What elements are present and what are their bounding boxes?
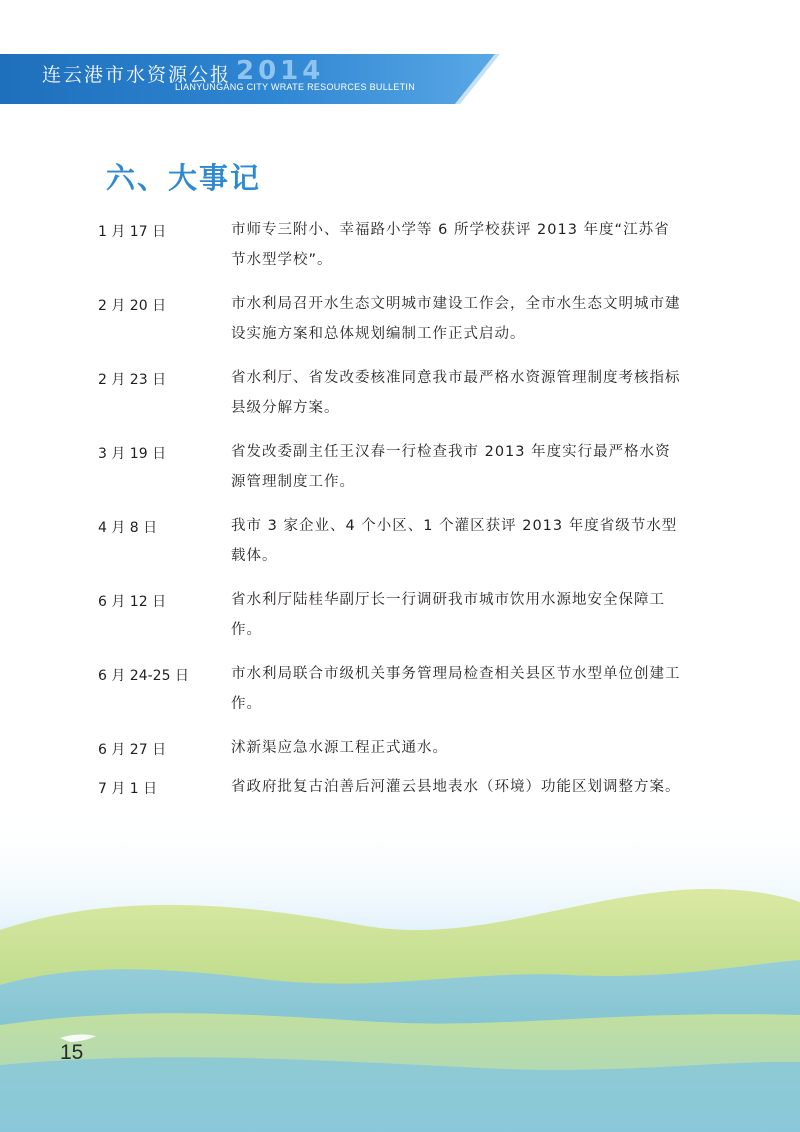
event-description: 省水利厅陆桂华副厅长一行调研我市城市饮用水源地安全保障工作。 [231, 592, 665, 638]
event-description: 省政府批复古泊善后河灌云县地表水（环境）功能区划调整方案。 [231, 779, 681, 795]
event-description: 市师专三附小、幸福路小学等 6 所学校获评 2013 年度“江苏省节水型学校”。 [231, 222, 670, 268]
event-item [0, 434, 800, 508]
event-date: 6 月 12 日 [98, 594, 167, 610]
events-list [0, 212, 800, 808]
event-item [0, 582, 800, 656]
section-heading: 六、大事记 [106, 161, 262, 195]
event-description: 市水利局联合市级机关事务管理局检查相关县区节水型单位创建工作。 [231, 666, 681, 712]
page-number: 15 [60, 1041, 84, 1064]
event-item [0, 508, 800, 582]
event-description: 沭新渠应急水源工程正式通水。 [231, 740, 448, 756]
bulletin-subtitle: LIANYUNGANG CITY WRATE RESOURCES BULLETIN [175, 82, 416, 92]
landscape-illustration [0, 810, 800, 1132]
event-date: 2 月 20 日 [98, 298, 167, 314]
event-date: 3 月 19 日 [98, 446, 167, 462]
event-item [0, 212, 800, 286]
event-description: 我市 3 家企业、4 个小区、1 个灌区获评 2013 年度省级节水型载体。 [231, 518, 678, 564]
event-date: 2 月 23 日 [98, 372, 167, 388]
event-date: 6 月 27 日 [98, 742, 167, 758]
event-date: 1 月 17 日 [98, 224, 167, 240]
event-item [0, 286, 800, 360]
event-item [0, 360, 800, 434]
event-description: 省发改委副主任王汉春一行检查我市 2013 年度实行最严格水资源管理制度工作。 [231, 444, 671, 490]
bulletin-year: 2014 [236, 56, 325, 86]
bulletin-title: 连云港市水资源公报 [42, 64, 232, 86]
event-date: 4 月 8 日 [98, 520, 158, 536]
header-banner [0, 54, 800, 104]
event-item [0, 769, 800, 808]
event-date: 6 月 24-25 日 [98, 668, 189, 684]
event-description: 市水利局召开水生态文明城市建设工作会，全市水生态文明城市建设实施方案和总体规划编制工作正式启动。 [231, 296, 681, 342]
event-item [0, 656, 800, 730]
event-description: 省水利厅、省发改委核准同意我市最严格水资源管理制度考核指标县级分解方案。 [231, 370, 681, 416]
event-date: 7 月 1 日 [98, 781, 158, 797]
event-item [0, 730, 800, 769]
